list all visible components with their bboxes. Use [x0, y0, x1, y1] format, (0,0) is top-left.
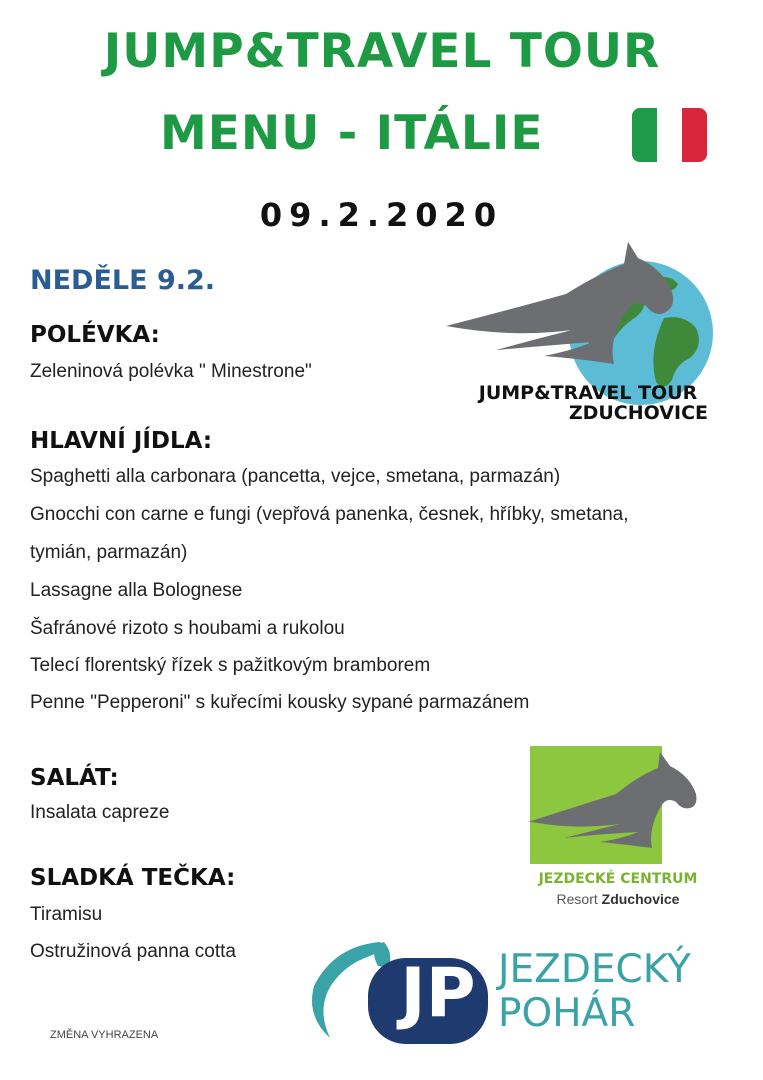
- horse-head-icon: [520, 752, 710, 862]
- soup-item: Zeleninová polévka " Minestrone": [30, 361, 312, 382]
- dessert-item: Tiramisu: [30, 904, 103, 925]
- main-dish-item: Penne "Pepperoni" s kuřecími kousky sypané parmazánem: [30, 692, 530, 713]
- salad-heading: SALÁT:: [30, 765, 119, 791]
- menu-date: 09.2.2020: [259, 196, 504, 234]
- change-reserved-note: ZMĚNA VYHRAZENA: [50, 1029, 159, 1041]
- centrum-logo-name: Zduchovice: [601, 891, 680, 907]
- pohar-logo-letters: JP: [400, 954, 476, 1033]
- title-line-2: MENU - ITÁLIE: [160, 106, 544, 161]
- pohar-logo-line-2: POHÁR: [498, 991, 636, 1036]
- main-dishes-heading: HLAVNÍ JÍDLA:: [30, 428, 213, 454]
- salad-item: Insalata capreze: [30, 802, 170, 823]
- main-dish-item: Lassagne alla Bolognese: [30, 580, 243, 601]
- main-dish-item: Telecí florentský řízek s pažitkovým bramborem: [30, 655, 431, 676]
- pohar-logo-line-1: JEZDECKÝ: [498, 947, 691, 992]
- title-line-1: JUMP&TRAVEL TOUR: [103, 24, 661, 79]
- tour-logo-line-1: JUMP&TRAVEL TOUR: [478, 382, 698, 404]
- tour-logo-line-2: ZDUCHOVICE: [568, 402, 708, 424]
- soup-heading: POLÉVKA:: [30, 322, 160, 348]
- jump-travel-tour-logo: [436, 238, 716, 433]
- dessert-item: Ostružinová panna cotta: [30, 941, 236, 962]
- main-dish-item: Šafránové rizoto s houbami a rukolou: [30, 618, 345, 639]
- main-dish-item: tymián, parmazán): [30, 542, 188, 563]
- italian-flag-icon: [632, 108, 707, 162]
- centrum-logo-resort: Resort: [556, 891, 602, 907]
- day-heading: NEDĚLE 9.2.: [30, 265, 216, 296]
- jezdecke-centrum-logo: [520, 742, 710, 912]
- dessert-heading: SLADKÁ TEČKA:: [30, 865, 236, 891]
- jezdecky-pohar-logo: [308, 936, 708, 1046]
- main-dish-item: Gnocchi con carne e fungi (vepřová panenka, česnek, hříbky, smetana,: [30, 504, 629, 525]
- main-dish-item: Spaghetti alla carbonara (pancetta, vejce, smetana, parmazán): [30, 466, 561, 487]
- centrum-logo-line-1: JEZDECKÉ CENTRUM: [538, 871, 698, 887]
